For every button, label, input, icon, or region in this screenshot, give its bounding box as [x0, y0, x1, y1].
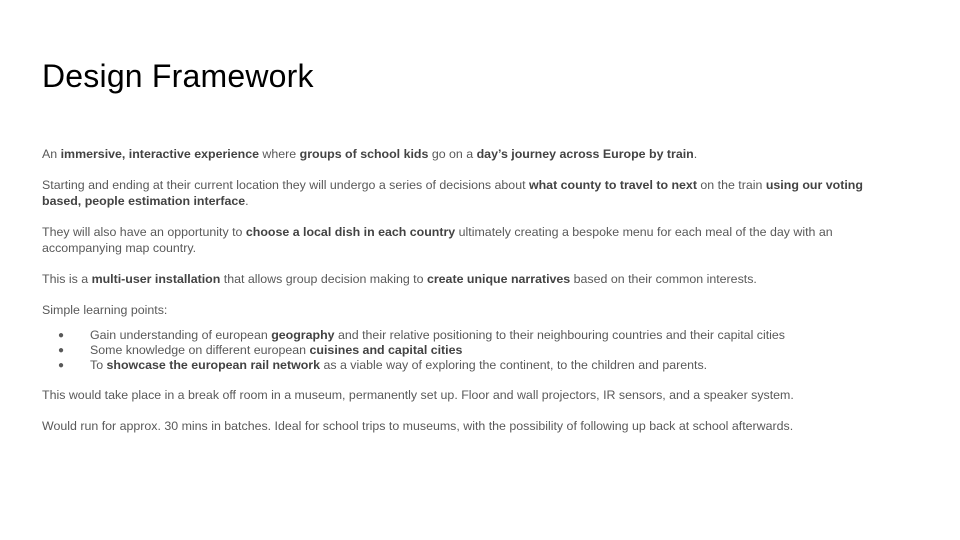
paragraph-multi-user: [42, 271, 902, 287]
learning-point-text: [90, 358, 707, 372]
emphasis-text: create unique narratives: [426, 272, 571, 286]
learning-point: [42, 328, 902, 343]
learning-point: [42, 343, 902, 358]
body-text: .: [245, 194, 249, 208]
emphasis-text: showcase the european rail network: [106, 358, 320, 372]
bullet-icon: ●: [58, 330, 65, 341]
learning-points-list: [42, 328, 902, 373]
body-text: An: [42, 147, 61, 161]
paragraph-voting: [42, 177, 902, 209]
body-text: ultimately creating a bespoke menu for each meal of the day with an accompanying map country.: [42, 225, 833, 255]
bullet-icon: ●: [58, 360, 65, 371]
learning-points-label: Simple learning points:: [42, 303, 168, 317]
body-text: based on their common interests.: [570, 272, 757, 286]
emphasis-text: using our voting based, people estimation interface: [42, 178, 863, 208]
body-text: where: [258, 147, 300, 161]
emphasis-text: multi-user installation: [91, 272, 221, 286]
body-text: Starting and ending at their current location they will undergo a series of decisions about: [42, 178, 529, 192]
emphasis-text: choose a local dish in each country: [245, 225, 456, 239]
paragraph-dish: [42, 224, 902, 256]
emphasis-text: cuisines and capital cities: [309, 343, 463, 357]
emphasis-text: immersive, interactive experience: [60, 147, 259, 161]
body-text: To: [90, 358, 107, 372]
body-text: Gain understanding of european: [90, 328, 272, 342]
emphasis-text: groups of school kids: [299, 147, 429, 161]
body-text: This is a: [42, 272, 92, 286]
emphasis-text: day’s journey across Europe by train: [476, 147, 694, 161]
slide-title: Design Framework: [42, 58, 314, 94]
learning-point-text: [90, 343, 462, 357]
paragraph-intro: [42, 146, 902, 162]
body-text: as a viable way of exploring the continent, to the children and parents.: [320, 358, 708, 372]
emphasis-text: geography: [271, 328, 335, 342]
slide-body: [42, 146, 902, 449]
learning-point: [42, 358, 902, 373]
bullet-icon: ●: [58, 345, 65, 356]
emphasis-text: what county to travel to next: [528, 178, 697, 192]
body-text: that allows group decision making to: [220, 272, 427, 286]
body-text: They will also have an opportunity to: [42, 225, 246, 239]
body-text: on the train: [696, 178, 766, 192]
body-text: and their relative positioning to their neighbouring countries and their capital cities: [334, 328, 785, 342]
paragraph-location: This would take place in a break off room in a museum, permanently set up. Floor and wall projectors, IR sensors, and a speaker system.: [42, 388, 794, 402]
learning-point-text: [90, 328, 785, 342]
paragraph-duration: Would run for approx. 30 mins in batches. Ideal for school trips to museums, with the possibility of following up back at school afterwards.: [42, 419, 794, 433]
body-text: Some knowledge on different european: [90, 343, 310, 357]
body-text: .: [693, 147, 698, 161]
body-text: go on a: [428, 147, 477, 161]
